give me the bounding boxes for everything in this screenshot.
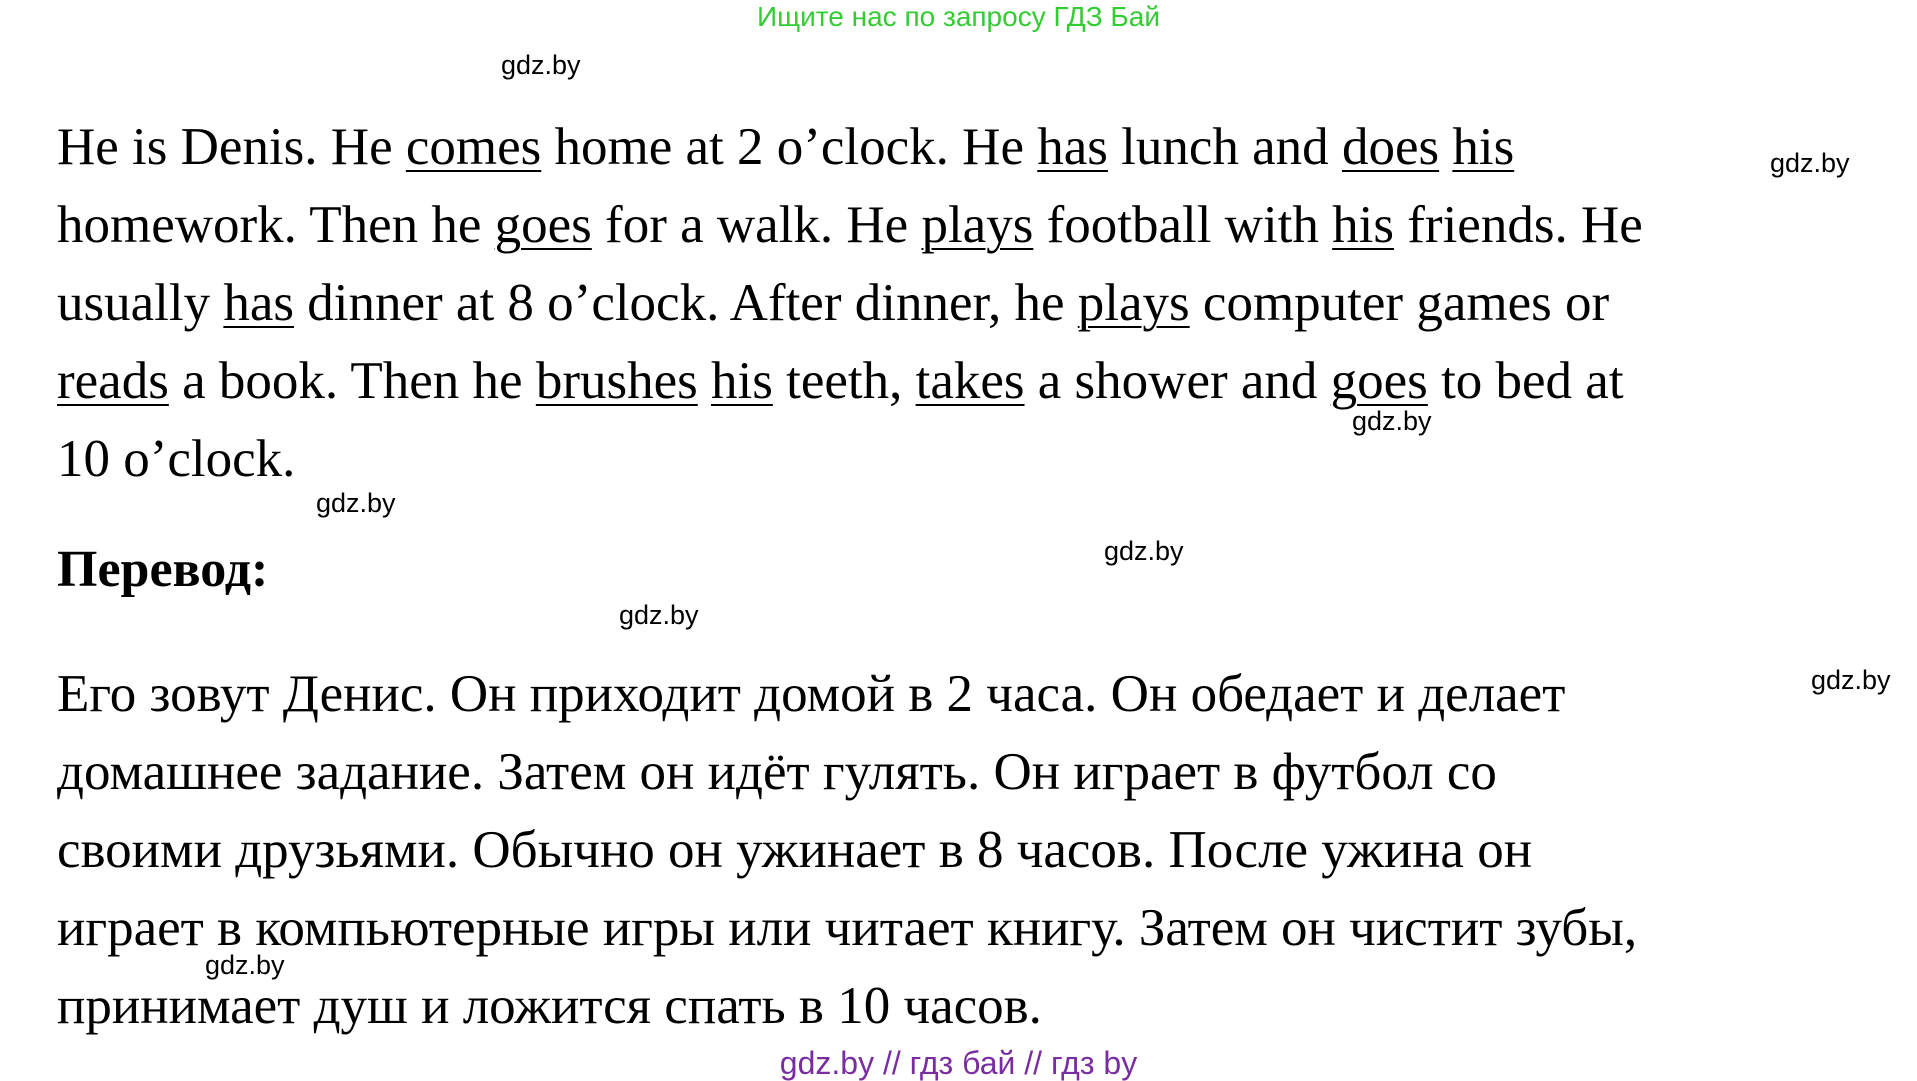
text-segment: lunch and <box>1107 118 1342 176</box>
translation-heading: Перевод: <box>57 541 269 598</box>
underlined-word: plays <box>1077 274 1190 332</box>
text-segment: He is Denis. He <box>57 118 406 176</box>
english-line <box>57 108 1857 186</box>
text-segment: home at 2 o’clock. He <box>541 118 1038 176</box>
text-segment: usually <box>57 274 224 332</box>
text-segment: dinner at 8 o’clock. After dinner, he <box>294 274 1078 332</box>
underlined-word: takes <box>915 352 1025 410</box>
underlined-word: has <box>223 274 295 332</box>
text-segment: to bed at <box>1427 352 1624 410</box>
text-segment: a shower and <box>1024 352 1331 410</box>
underlined-word: reads <box>57 352 169 410</box>
watermark: gdz.by <box>1811 665 1891 695</box>
russian-line: играет в компьютерные игры или читает книгу. Затем он чистит зубы, <box>57 899 1638 957</box>
text-segment: football with <box>1033 196 1333 254</box>
text-segment: a book. Then he <box>168 352 536 410</box>
underlined-word: goes <box>494 196 592 254</box>
underlined-word: his <box>1332 196 1395 254</box>
watermark: gdz.by <box>501 50 581 80</box>
watermark: gdz.by <box>1352 406 1432 436</box>
text-segment <box>698 352 711 410</box>
russian-line: своими друзьями. Обычно он ужинает в 8 часов. После ужина он <box>57 821 1533 879</box>
russian-translation <box>57 655 1877 1045</box>
watermark: gdz.by <box>1104 536 1184 566</box>
footer-links: gdz.by // гдз бай // гдз by <box>779 1045 1138 1081</box>
underlined-word: plays <box>921 196 1034 254</box>
text-segment <box>1439 118 1452 176</box>
underlined-word: goes <box>1330 352 1428 410</box>
text-segment: teeth, <box>772 352 916 410</box>
english-line <box>57 420 1857 498</box>
russian-line: домашнее задание. Затем он идёт гулять. Он играет в футбол со <box>57 743 1497 801</box>
text-segment: 10 o’clock. <box>57 430 296 488</box>
underlined-word: brushes <box>535 352 698 410</box>
watermark: gdz.by <box>1770 148 1850 178</box>
russian-line: принимает душ и ложится спать в 10 часов. <box>57 977 1042 1035</box>
watermark: gdz.by <box>619 600 699 630</box>
english-line <box>57 264 1857 342</box>
underlined-word: does <box>1341 118 1440 176</box>
english-text <box>57 108 1857 498</box>
english-line <box>57 342 1857 420</box>
underlined-word: his <box>1452 118 1515 176</box>
russian-line: Его зовут Денис. Он приходит домой в 2 часа. Он обедает и делает <box>57 665 1566 723</box>
text-segment: friends. He <box>1394 196 1643 254</box>
underlined-word: has <box>1037 118 1108 176</box>
underlined-word: his <box>711 352 773 410</box>
text-segment: computer games or <box>1189 274 1610 332</box>
text-segment: for a walk. He <box>591 196 922 254</box>
search-banner: Ищите нас по запросу ГДЗ Бай <box>756 1 1161 32</box>
watermark: gdz.by <box>316 488 396 518</box>
watermark: gdz.by <box>205 950 285 980</box>
text-segment: homework. Then he <box>57 196 495 254</box>
english-line <box>57 186 1857 264</box>
underlined-word: comes <box>405 118 542 176</box>
